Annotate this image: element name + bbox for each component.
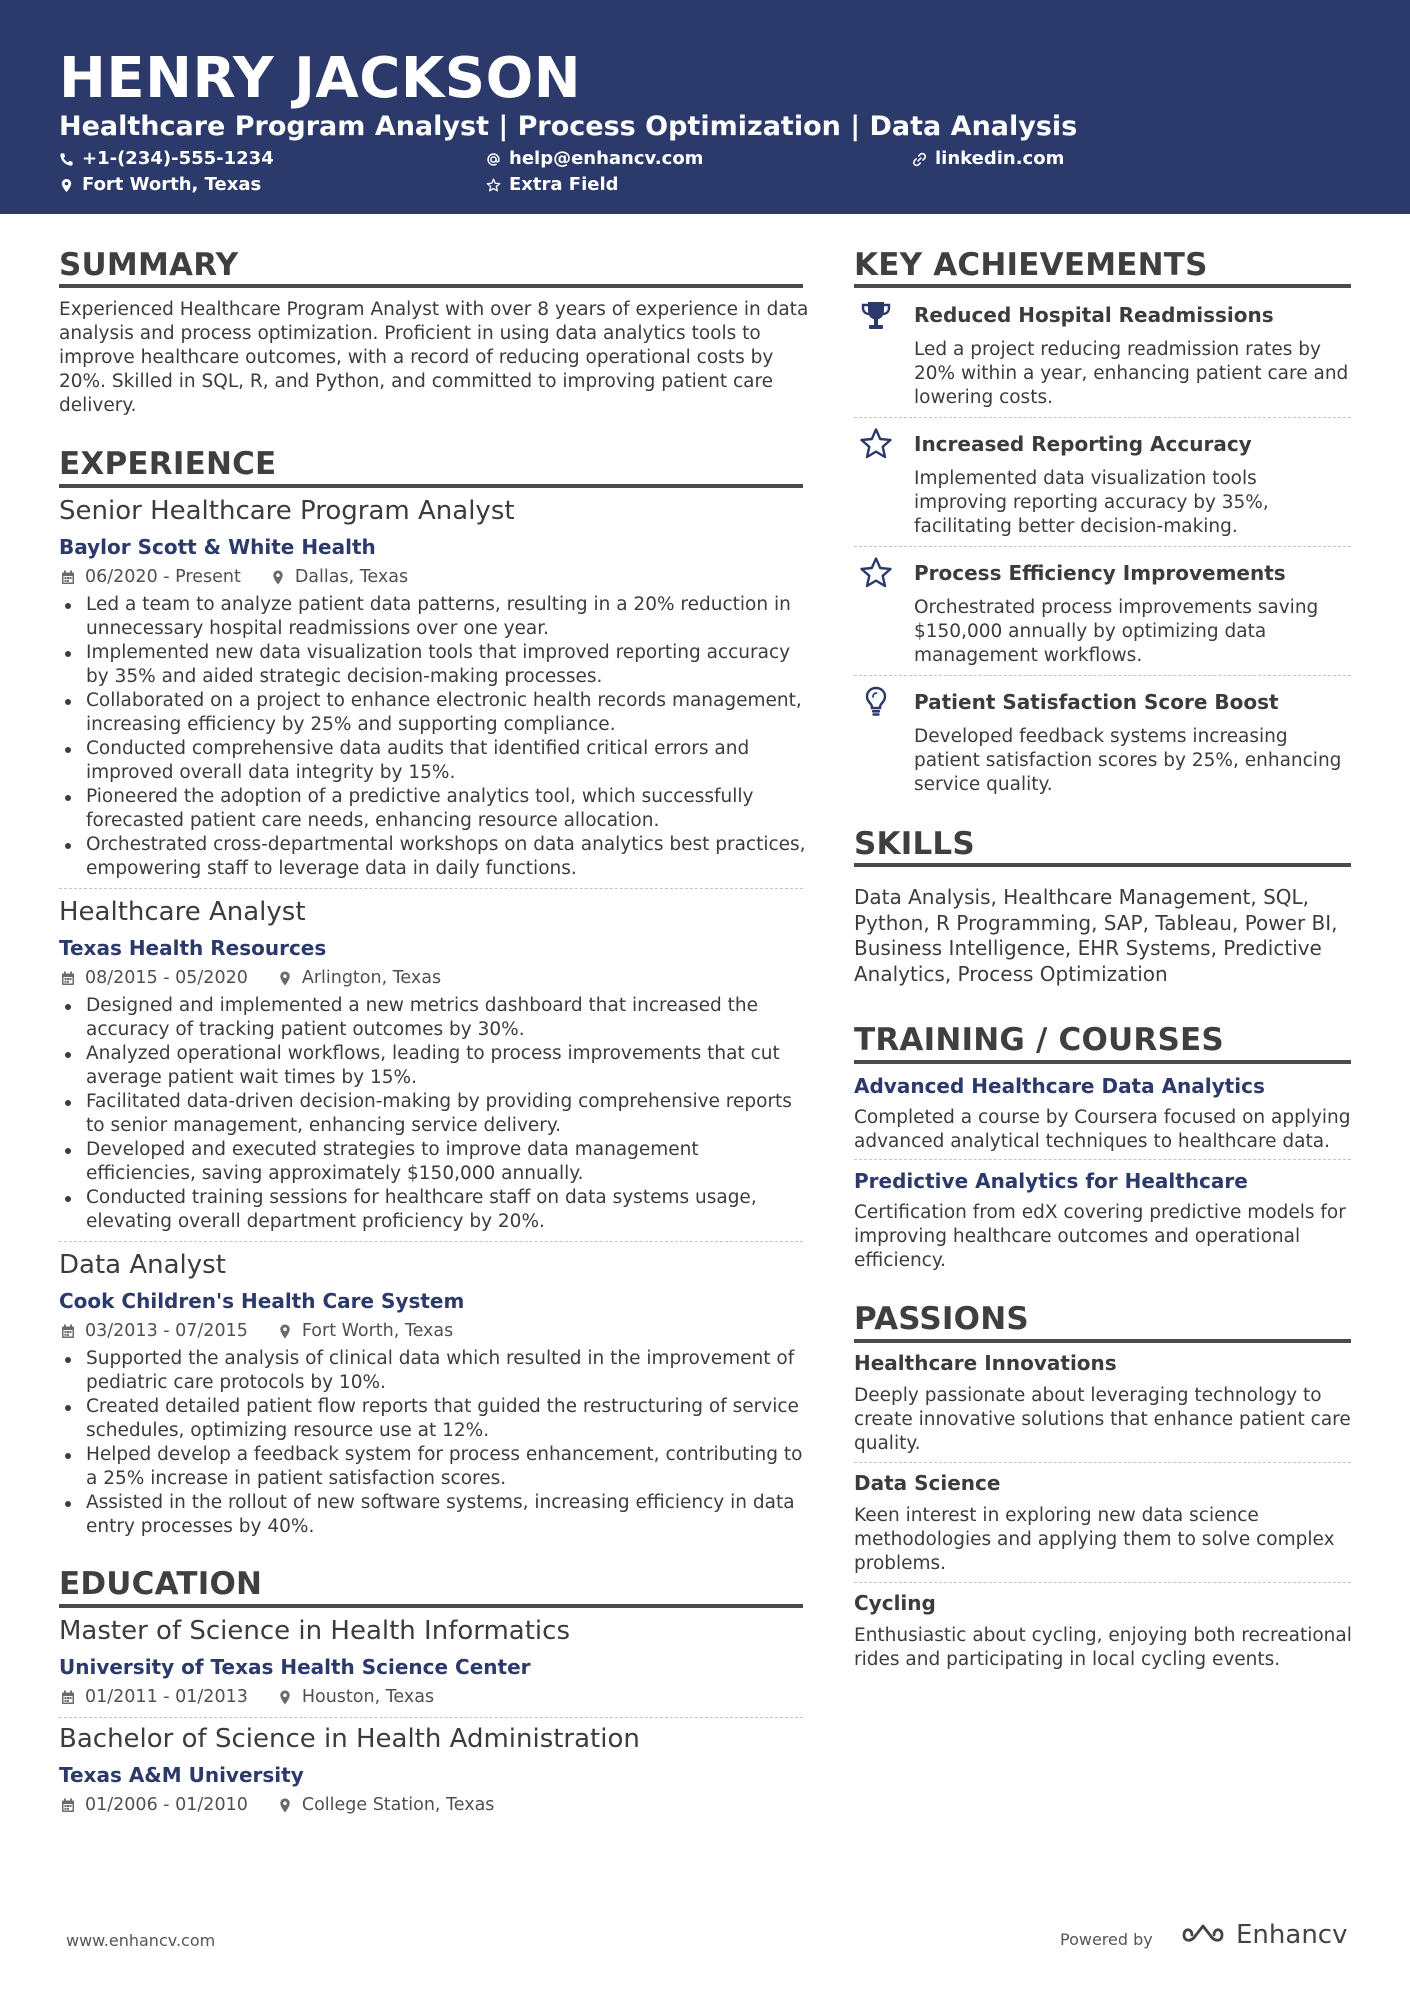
star-outline-icon	[486, 178, 501, 193]
link-icon	[912, 152, 927, 167]
divider	[854, 675, 1351, 676]
job-title: Senior Healthcare Program Analyst	[59, 496, 515, 526]
list-item: Facilitated data-driven decision-making by providing comprehensive reports to senior management, enhancing service delivery.	[59, 1090, 809, 1138]
divider	[59, 888, 803, 889]
job-meta	[61, 967, 441, 989]
list-item: Conducted training sessions for healthcare staff on data systems usage, elevating overall department proficiency by 20%.	[59, 1186, 809, 1234]
course-text: Completed a course by Coursera focused on applying advanced analytical techniques to healthcare data.	[854, 1107, 1351, 1152]
divider	[854, 546, 1351, 547]
achievement-title: Reduced Hospital Readmissions	[914, 303, 1274, 327]
education-dates: 01/2011 - 01/2013	[85, 1687, 248, 1707]
contact-phone[interactable]	[59, 147, 274, 171]
location-pin-icon	[278, 1324, 292, 1339]
divider	[59, 1241, 803, 1242]
divider	[59, 1717, 803, 1718]
passion-text: Enthusiastic about cycling, enjoying both recreational rides and participating in local cycling events.	[854, 1625, 1352, 1670]
course-text: Certification from edX covering predictive models for improving healthcare outcomes and operational efficiency.	[854, 1202, 1346, 1271]
phone-text: +1-(234)-555-1234	[82, 148, 274, 169]
job-bullets	[59, 1347, 809, 1539]
job-title: Healthcare Analyst	[59, 897, 306, 927]
job-dates: 06/2020 - Present	[85, 567, 241, 587]
education-dates: 01/2006 - 01/2010	[85, 1795, 248, 1815]
contact-extra	[486, 173, 619, 197]
list-item: Supported the analysis of clinical data which resulted in the improvement of pediatric care protocols by 10%.	[59, 1347, 809, 1395]
education-meta	[61, 1794, 494, 1816]
achievement-text: Led a project reducing readmission rates by 20% within a year, enhancing patient care and lowering costs.	[914, 339, 1349, 408]
list-item: Led a team to analyze patient data patterns, resulting in a 20% reduction in unnecessary hospital readmissions over one year.	[59, 593, 809, 641]
footer-url[interactable]: www.enhancv.com	[66, 1931, 216, 1950]
degree-title: Bachelor of Science in Health Administration	[59, 1724, 640, 1754]
resume-header	[0, 0, 1410, 214]
school-name: University of Texas Health Science Center	[59, 1655, 531, 1679]
achievement-title: Patient Satisfaction Score Boost	[914, 690, 1279, 714]
list-item: Created detailed patient flow reports that guided the restructuring of service schedules, optimizing resource use at 12%.	[59, 1395, 809, 1443]
candidate-name: HENRY JACKSON	[59, 46, 582, 111]
passion-title: Healthcare Innovations	[854, 1351, 1117, 1375]
job-meta	[61, 566, 408, 588]
achievement-title: Increased Reporting Accuracy	[914, 432, 1252, 456]
contact-linkedin[interactable]	[912, 147, 1064, 171]
education-meta	[61, 1686, 434, 1708]
experience-heading: EXPERIENCE	[59, 446, 277, 482]
candidate-title: Healthcare Program Analyst | Process Optimization | Data Analysis	[59, 111, 1078, 142]
job-dates: 03/2013 - 07/2015	[85, 1321, 248, 1341]
achievement-title: Process Efficiency Improvements	[914, 561, 1286, 585]
location-pin-icon	[278, 971, 292, 986]
job-company: Cook Children's Health Care System	[59, 1289, 465, 1313]
job-title: Data Analyst	[59, 1250, 226, 1280]
enhancv-logo-icon	[1180, 1922, 1226, 1948]
list-item: Helped develop a feedback system for process enhancement, contributing to a 25% increase in patient satisfaction scores.	[59, 1443, 809, 1491]
star-icon	[859, 427, 893, 461]
job-bullets	[59, 994, 809, 1234]
school-name: Texas A&M University	[59, 1763, 304, 1787]
email-text: help@enhancv.com	[509, 148, 704, 169]
training-rule	[854, 1060, 1351, 1064]
location-text: Fort Worth, Texas	[82, 174, 262, 195]
location-pin-icon	[271, 570, 285, 585]
calendar-icon	[61, 1798, 75, 1813]
summary-text: Experienced Healthcare Program Analyst with over 8 years of experience in data analysis and process optimization. Proficient in using data analytics tools to improve healthcare outcomes, with a record of reducing operational costs by 20%. Skilled in SQL, R, and Python, and committed to improving patient care delivery.	[59, 299, 809, 416]
linkedin-text: linkedin.com	[935, 148, 1065, 169]
contact-email[interactable]	[486, 147, 703, 171]
divider	[854, 417, 1351, 418]
star-icon	[859, 556, 893, 590]
education-location: Houston, Texas	[301, 1687, 435, 1707]
passions-heading: PASSIONS	[854, 1301, 1029, 1337]
job-location: Fort Worth, Texas	[301, 1321, 454, 1341]
course-title: Predictive Analytics for Healthcare	[854, 1169, 1248, 1193]
list-item: Orchestrated cross-departmental workshops on data analytics best practices, empowering staff to leverage data in daily functions.	[59, 833, 809, 881]
skills-text: Data Analysis, Healthcare Management, SQL, Python, R Programming, SAP, Tableau, Power BI, Business Intelligence, EHR Systems, Predictive Analytics, Process Optimization	[854, 885, 1338, 986]
skills-heading: SKILLS	[854, 826, 975, 862]
calendar-icon	[61, 971, 75, 986]
summary-rule	[59, 284, 803, 288]
course-title: Advanced Healthcare Data Analytics	[854, 1074, 1265, 1098]
list-item: Analyzed operational workflows, leading to process improvements that cut average patient wait times by 15%.	[59, 1042, 809, 1090]
education-location: College Station, Texas	[301, 1795, 495, 1815]
achievements-heading: KEY ACHIEVEMENTS	[854, 247, 1208, 283]
divider	[854, 1462, 1351, 1463]
summary-heading: SUMMARY	[59, 247, 239, 283]
extra-text: Extra Field	[509, 174, 619, 195]
location-pin-icon	[59, 178, 74, 193]
skills-rule	[854, 863, 1351, 867]
calendar-icon	[61, 1324, 75, 1339]
job-dates: 08/2015 - 05/2020	[85, 968, 248, 988]
degree-title: Master of Science in Health Informatics	[59, 1616, 570, 1646]
job-company: Texas Health Resources	[59, 936, 327, 960]
passion-title: Cycling	[854, 1591, 936, 1615]
education-rule	[59, 1604, 803, 1608]
passion-text: Keen interest in exploring new data science methodologies and applying them to solve complex problems.	[854, 1505, 1335, 1574]
list-item: Designed and implemented a new metrics dashboard that increased the accuracy of tracking patient outcomes by 30%.	[59, 994, 809, 1042]
experience-rule	[59, 484, 803, 488]
passions-rule	[854, 1339, 1351, 1343]
at-icon	[486, 152, 501, 167]
calendar-icon	[61, 1690, 75, 1705]
list-item: Collaborated on a project to enhance electronic health records management, increasing efficiency by 25% and supporting compliance.	[59, 689, 809, 737]
list-item: Implemented new data visualization tools that improved reporting accuracy by 35% and aided strategic decision-making processes.	[59, 641, 809, 689]
training-heading: TRAINING / COURSES	[854, 1022, 1224, 1058]
job-bullets	[59, 593, 809, 881]
location-pin-icon	[278, 1690, 292, 1705]
brand-name: Enhancv	[1236, 1920, 1348, 1950]
divider	[854, 1159, 1351, 1160]
calendar-icon	[61, 570, 75, 585]
passion-text: Deeply passionate about leveraging technology to create innovative solutions that enhance patient care quality.	[854, 1385, 1351, 1454]
powered-by-label: Powered by	[1060, 1930, 1153, 1949]
divider	[854, 1582, 1351, 1583]
achievement-text: Developed feedback systems increasing patient satisfaction scores by 25%, enhancing service quality.	[914, 726, 1342, 795]
achievement-text: Orchestrated process improvements saving $150,000 annually by optimizing data management workflows.	[914, 597, 1319, 666]
list-item: Conducted comprehensive data audits that identified critical errors and improved overall data integrity by 15%.	[59, 737, 809, 785]
passion-title: Data Science	[854, 1471, 1001, 1495]
achievements-rule	[854, 284, 1351, 288]
phone-icon	[59, 152, 74, 167]
location-pin-icon	[278, 1798, 292, 1813]
job-location: Arlington, Texas	[301, 968, 442, 988]
brand-logo[interactable]	[1180, 1920, 1347, 1950]
job-meta	[61, 1320, 453, 1342]
trophy-icon	[859, 299, 893, 333]
contact-location	[59, 173, 261, 197]
list-item: Developed and executed strategies to improve data management efficiencies, saving approximately $150,000 annually.	[59, 1138, 809, 1186]
lightbulb-icon	[859, 685, 893, 719]
list-item: Pioneered the adoption of a predictive analytics tool, which successfully forecasted patient care needs, enhancing resource allocation.	[59, 785, 809, 833]
job-company: Baylor Scott & White Health	[59, 535, 376, 559]
achievement-text: Implemented data visualization tools improving reporting accuracy by 35%, facilitating better decision-making.	[914, 468, 1269, 537]
education-heading: EDUCATION	[59, 1566, 263, 1602]
list-item: Assisted in the rollout of new software systems, increasing efficiency in data entry processes by 40%.	[59, 1491, 809, 1539]
job-location: Dallas, Texas	[294, 567, 409, 587]
